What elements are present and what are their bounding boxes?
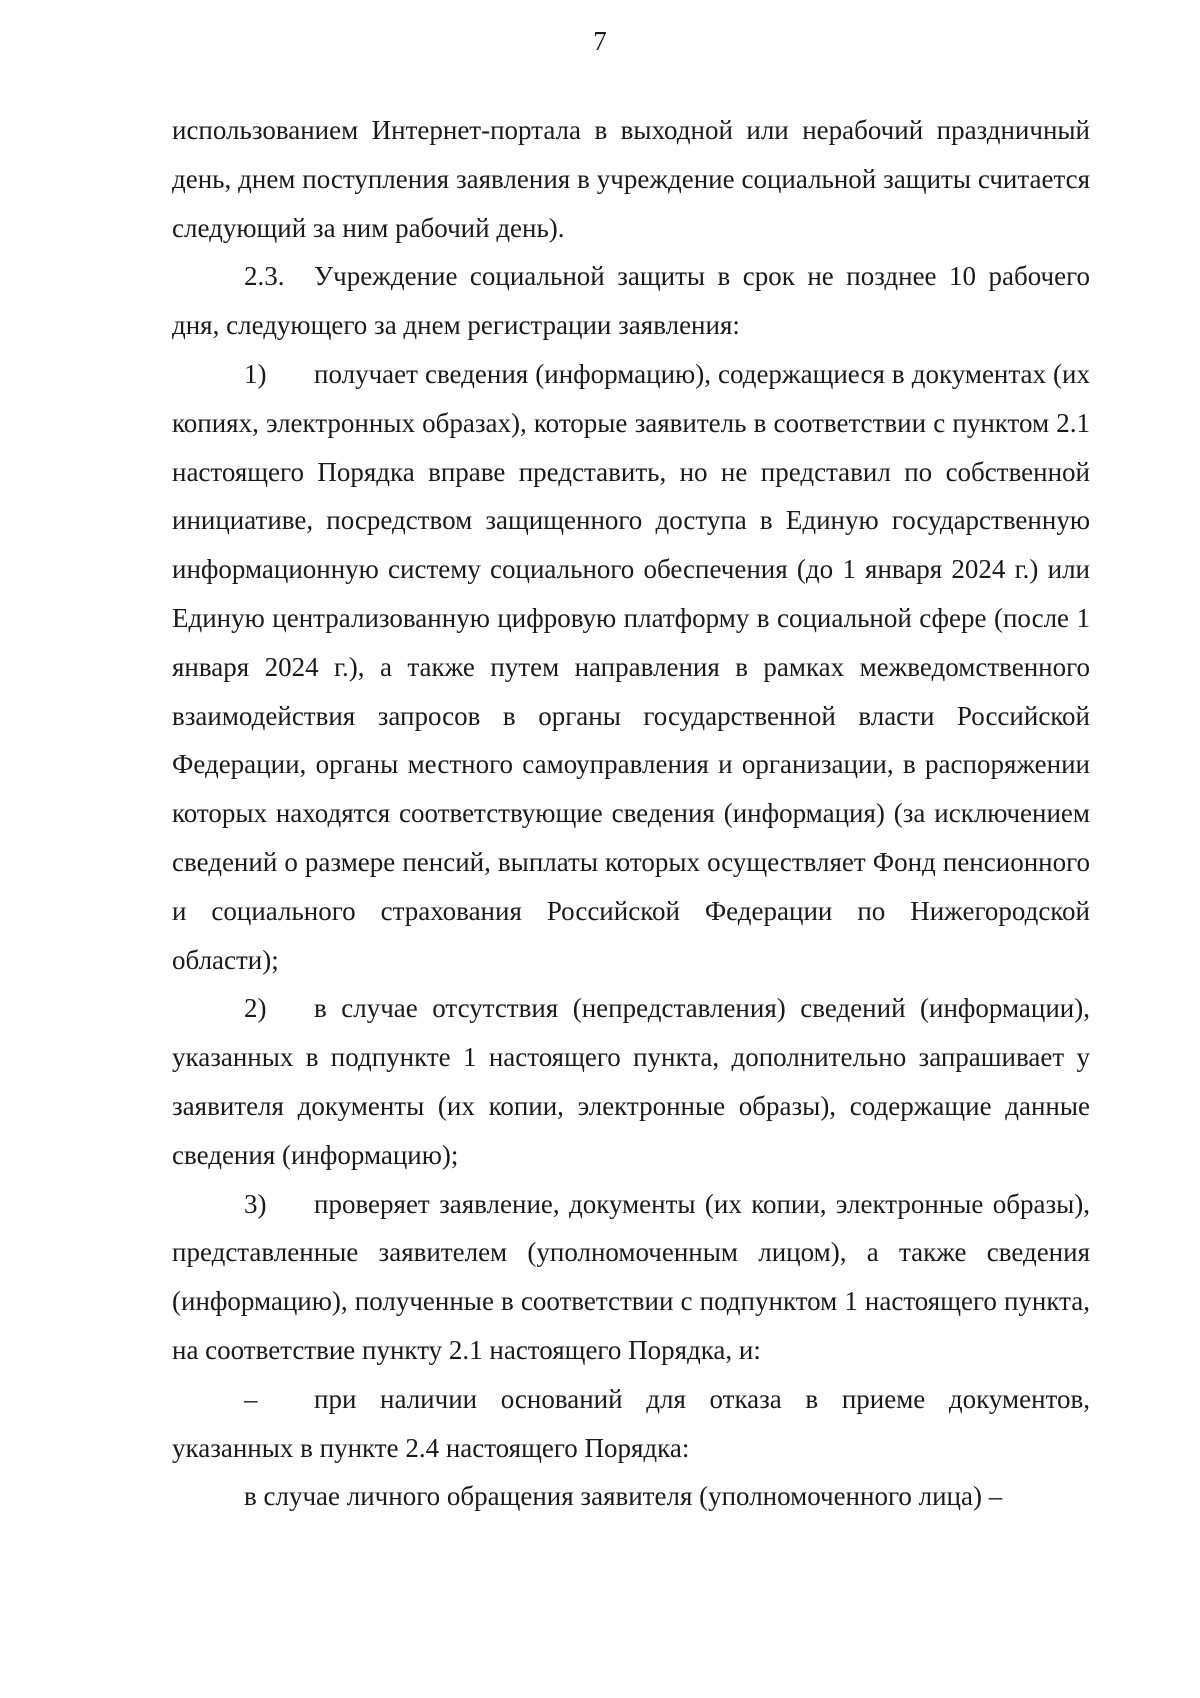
- subitem-text: получает сведения (информацию), содержащиеся в документах (их копиях, электронных образах), которые заявитель в соответствии с пунктом 2.1 настоящего Порядка вправе представить, но не представил по собственной инициативе, посредством защищенного доступа в Единую государственную информационную систему социального обеспечения (до 1 января 2024 г.) или Единую централизованную цифровую платформу в социальной сфере (после 1 января 2024 г.), а также путем направления в рамках межведомственного взаимодействия запросов в органы государственной власти Российской Федерации, органы местного самоуправления и организации, в распоряжении которых находятся соответствующие сведения (информация) (за исключением сведений о размере пенсий, выплаты которых осуществляет Фонд пенсионного и социального страхования Российской Федерации по Нижегородской области);: [172, 358, 1090, 975]
- subitem-number: 3): [244, 1188, 267, 1219]
- subitem-1: [172, 350, 1090, 984]
- dash-item-text: при наличии оснований для отказа в приеме документов, указанных в пункте 2.4 настоящего Порядка:: [172, 1383, 1090, 1463]
- dash-item: [172, 1375, 1090, 1473]
- paragraph-text: Учреждение социальной защиты в срок не позднее 10 рабочего дня, следующего за днем регистрации заявления:: [172, 261, 1090, 341]
- page-number: 7: [593, 26, 607, 56]
- paragraph-2-3: [172, 252, 1090, 350]
- subitem-number: 2): [244, 993, 267, 1024]
- subitem-2: [172, 984, 1090, 1179]
- document-body: [172, 106, 1090, 1521]
- dash-marker: –: [244, 1383, 258, 1414]
- paragraph-personal-appeal: [172, 1472, 1090, 1521]
- paragraph-continuation: [172, 106, 1090, 252]
- subitem-text: проверяет заявление, документы (их копии, электронные образы), представленные заявителем (уполномоченным лицом), а также сведения (информацию), полученные в соответствии с подпунктом 1 настоящего пункта, на соответствие пункту 2.1 настоящего Порядка, и:: [172, 1188, 1090, 1365]
- subitem-number: 1): [244, 358, 267, 389]
- subitem-text: в случае отсутствия (непредставления) сведений (информации), указанных в подпункте 1 настоящего пункта, дополнительно запрашивает у заявителя документы (их копии, электронные образы), содержащие данные сведения (информацию);: [172, 993, 1090, 1170]
- paragraph-text: в случае личного обращения заявителя (уполномоченного лица) –: [244, 1481, 1003, 1512]
- paragraph-number: 2.3.: [244, 261, 285, 292]
- paragraph-text: использованием Интернет-портала в выходной или нерабочий праздничный день, днем поступления заявления в учреждение социальной защиты считается следующий за ним рабочий день).: [172, 115, 1090, 243]
- subitem-3: [172, 1180, 1090, 1375]
